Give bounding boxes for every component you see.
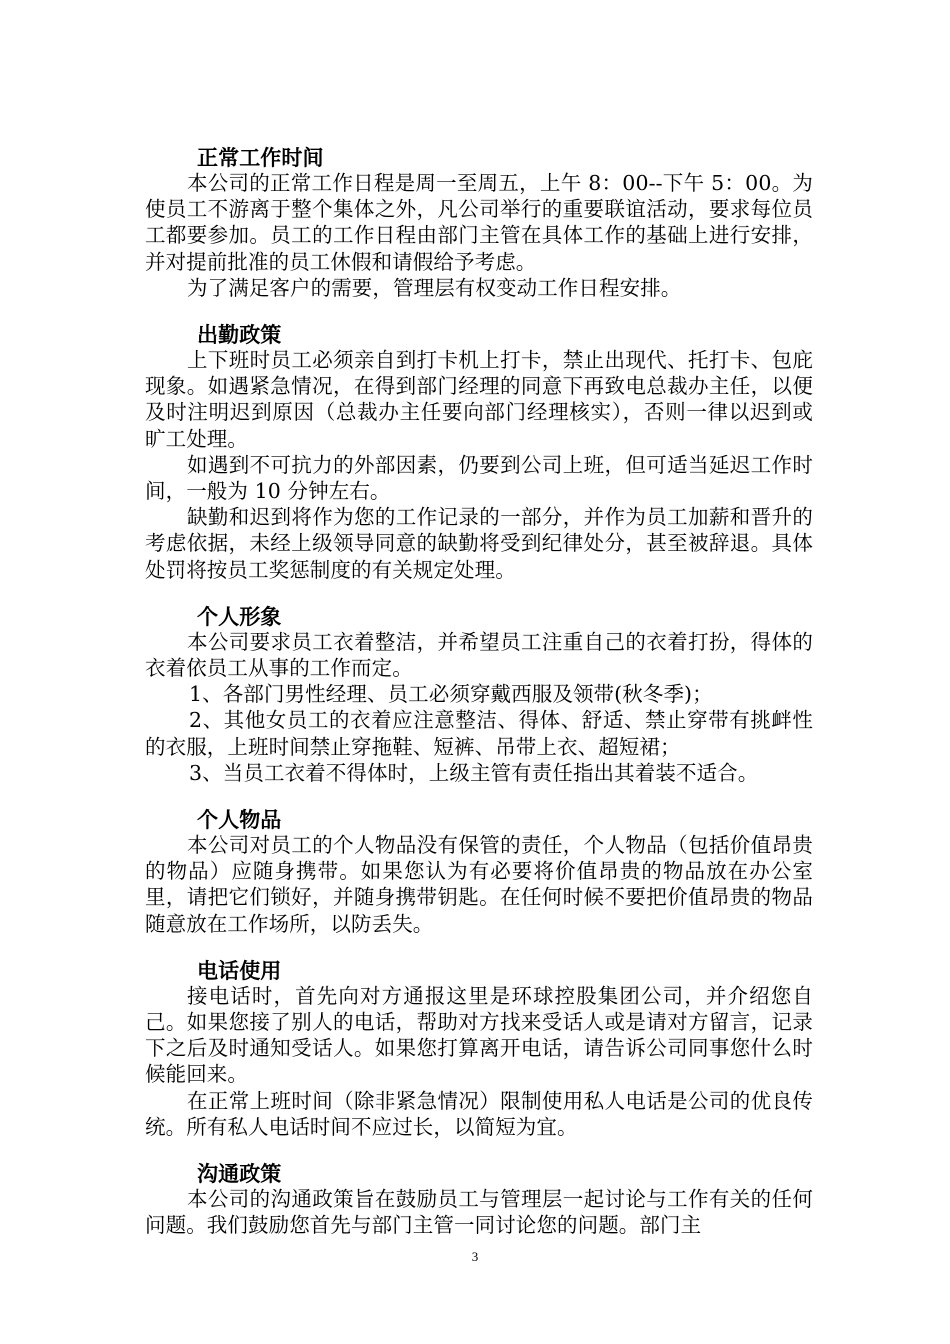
paragraph: 本公司的沟通政策旨在鼓励员工与管理层一起讨论与工作有关的任何问题。我们鼓励您首先与部门主管一同讨论您的问题。部门主	[145, 1187, 813, 1238]
section-personal-belongings	[145, 806, 813, 937]
list-item: 1、各部门男性经理、员工必须穿戴西服及领带(秋冬季)；	[189, 682, 713, 707]
section-heading: 个人形象	[197, 604, 282, 629]
document-body	[145, 144, 813, 1239]
paragraph: 接电话时，首先向对方通报这里是环球控股集团公司，并介绍您自己。如果您接了别人的电话，帮助对方找来受话人或是请对方留言，记录下之后及时通知受话人。如果您打算离开电话，请告诉公司同事您什么时候能回来。	[145, 983, 813, 1087]
section-telephone-use	[145, 957, 813, 1140]
section-working-hours	[145, 144, 813, 301]
list-item: 2、其他女员工的衣着应注意整洁、得体、舒适、禁止穿带有挑衅性的衣服，上班时间禁止穿拖鞋、短裤、吊带上衣、超短裙；	[145, 708, 813, 759]
paragraph: 本公司的正常工作日程是周一至周五，上午 8：00--下午 5：00。为使员工不游离于整个集体之外，凡公司举行的重要联谊活动，要求每位员工都要参加。员工的工作日程由部门主管在具体工作的基础上进行安排，并对提前批准的员工休假和请假给予考虑。	[145, 171, 813, 274]
section-heading: 出勤政策	[197, 323, 282, 348]
paragraph: 如遇到不可抗力的外部因素，仍要到公司上班，但可适当延迟工作时间，一般为 10 分钟左右。	[145, 452, 813, 504]
section-communication-policy	[145, 1160, 813, 1238]
section-personal-appearance	[145, 603, 813, 786]
paragraph: 上下班时员工必须亲自到打卡机上打卡，禁止出现代、托打卡、包庇现象。如遇紧急情况，在得到部门经理的同意下再致电总裁办主任，以便及时注明迟到原因（总裁办主任要向部门经理核实），否则一律以迟到或旷工处理。	[145, 348, 813, 451]
section-heading: 正常工作时间	[197, 146, 324, 170]
section-heading: 个人物品	[197, 808, 282, 833]
paragraph: 本公司对员工的个人物品没有保管的责任，个人物品（包括价值昂贵的物品）应随身携带。如果您认为有必要将价值昂贵的物品放在办公室里，请把它们锁好，并随身携带钥匙。在任何时候不要把价值昂贵的物品随意放在工作场所，以防丢失。	[145, 833, 813, 936]
paragraph: 在正常上班时间（除非紧急情况）限制使用私人电话是公司的优良传统。所有私人电话时间不应过长，以简短为宜。	[145, 1088, 813, 1139]
list-item: 3、当员工衣着不得体时，上级主管有责任指出其着装不适合。	[189, 760, 759, 785]
section-heading: 电话使用	[197, 958, 282, 983]
paragraph: 缺勤和迟到将作为您的工作记录的一部分，并作为员工加薪和晋升的考虑依据，未经上级领导同意的缺勤将受到纪律处分，甚至被辞退。具体处罚将按员工奖惩制度的有关规定处理。	[145, 505, 813, 582]
paragraph: 为了满足客户的需要，管理层有权变动工作日程安排。	[187, 275, 682, 300]
paragraph: 本公司要求员工衣着整洁，并希望员工注重自己的衣着打扮，得体的衣着依员工从事的工作而定。	[145, 629, 813, 681]
section-attendance-policy	[145, 321, 813, 583]
page-number: 3	[471, 1249, 479, 1264]
section-heading: 沟通政策	[197, 1162, 282, 1187]
